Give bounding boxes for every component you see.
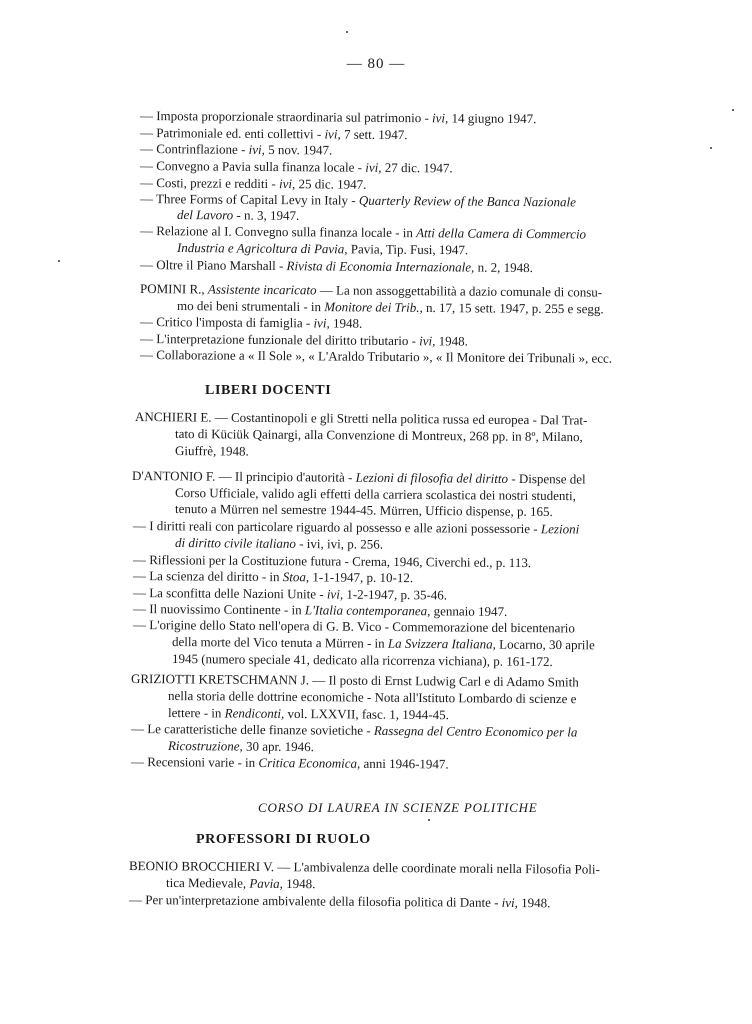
- entry-text: tica Medievale,: [165, 875, 250, 891]
- entry-line: [133, 568, 413, 586]
- entry-line: [131, 754, 449, 772]
- entry-text: 14 giugno 1947.: [448, 110, 537, 127]
- entry-text: — Patrimoniale ed. enti collettivi -: [139, 125, 325, 142]
- entry-text: GRIZIOTTI KRETSCHMANN J. — Il posto di Ernst Ludwig Carl e di Adamo Smith: [130, 671, 579, 690]
- entry-text: n. 2, 1948.: [474, 259, 533, 276]
- entry-text: — Recensioni varie - in: [130, 754, 259, 771]
- entry-line: [140, 347, 612, 367]
- entry-text: — L'interpretazione funzionale del diritto tributario -: [139, 331, 420, 349]
- entry-italic-text: di diritto civile italiano: [174, 535, 297, 551]
- entry-text: — I diritti reali con particolare riguardo al possesso e alle azioni possessorie -: [132, 518, 541, 537]
- entry-text: nella storia delle dottrine economiche - Nota all'Istituto Lombardo di scienze e: [167, 688, 577, 707]
- entry-text: - n. 3, 1947.: [233, 207, 300, 223]
- entry-line: [140, 108, 537, 127]
- entry-italic-text: ivi,: [313, 315, 330, 331]
- entry-text: — Per un'interpretazione ambivalente della filosofia politica di Dante -: [128, 892, 502, 910]
- entry-text: lettere - in: [167, 705, 225, 721]
- entry-line: [175, 426, 583, 445]
- entry-italic-text: ivi,: [431, 110, 449, 126]
- entry-line: [168, 705, 449, 723]
- entry-text: POMINI R.,: [139, 281, 208, 297]
- heading-professori-ruolo: PROFESSORI DI RUOLO: [196, 832, 371, 847]
- entry-text: Corso Ufficiale, valido agli effetti della carriera scolastica dei nostri studenti,: [174, 485, 576, 504]
- entry-text: - Dispense del: [507, 470, 586, 487]
- entry-line: [175, 443, 249, 460]
- entry-text: — L'origine dello Stato nell'opera di G. B. Vico - Commemorazione del bicentenario: [132, 617, 575, 636]
- entry-line: [140, 257, 533, 276]
- entry-text: — Costi, prezzi e redditi -: [139, 175, 280, 192]
- scan-speck: [732, 109, 734, 111]
- entry-text: — Riflessioni per la Costituzione futura - Crema, 1946, Civerchi ed., p. 113.: [132, 552, 532, 571]
- entry-text: BEONIO BROCCHIERI V. — L'ambivalenza delle coordinate morali nella Filosofia Poli-: [128, 858, 600, 877]
- entry-text: 1-2-1947, p. 35-46.: [343, 586, 448, 603]
- page-number: — 80 —: [346, 56, 406, 72]
- entry-italic-text: Critica Economica,: [258, 755, 361, 771]
- entry-italic-text: La Svizzera Italiana,: [387, 635, 496, 652]
- entry-italic-text: Industria e Agricoltura di Pavia,: [176, 240, 348, 257]
- entry-italic-text: ivi,: [365, 159, 382, 175]
- entry-text: tato di Küciük Qainargi, alla Convenzione di Montreux, 268 pp. in 8º, Milano,: [174, 426, 583, 445]
- entry-text: D'ANTONIO F. — Il principio d'autorità -: [131, 468, 356, 485]
- entry-italic-text: Atti della Camera di Commercio: [416, 225, 587, 242]
- entry-line: [168, 688, 577, 707]
- heading-corso-laurea: CORSO DI LAUREA IN SCIENZE POLITICHE: [258, 800, 538, 815]
- entry-line: [177, 240, 468, 258]
- entry-italic-text: Rivista di Economia Internazionale,: [286, 258, 475, 275]
- entry-line: [140, 141, 332, 159]
- entry-text: 1948.: [435, 333, 469, 349]
- entry-line: [140, 314, 362, 332]
- entry-italic-text: Lezioni di filosofia del diritto: [355, 469, 509, 486]
- entry-italic-text: Rendiconti,: [224, 705, 285, 721]
- entry-italic-text: ivi,: [501, 894, 519, 911]
- entry-text: tenuto a Mürren nel semestre 1944-45. Mürren, Ufficio dispense, p. 165.: [174, 501, 553, 519]
- entry-text: 5 nov. 1947.: [264, 141, 333, 158]
- entry-text: della morte del Vico tenuta a Mürren - in: [171, 634, 388, 651]
- entry-text: 1-1-1947, p. 10-12.: [309, 569, 414, 586]
- entry-italic-text: Assistente incaricato: [207, 281, 317, 298]
- entry-text: — Critico l'imposta di famiglia -: [139, 314, 314, 331]
- entry-text: Locarno, 30 aprile: [495, 636, 595, 653]
- entry-line: [172, 634, 595, 653]
- scan-speck: [428, 819, 430, 821]
- entry-italic-text: ivi,: [278, 176, 296, 192]
- entry-text: 1948.: [329, 315, 363, 331]
- entry-italic-text: del Lavoro: [176, 207, 234, 223]
- entry-text: 1945 (numero speciale 41, dedicato alla ricorrenza vichiana), p. 161-172.: [171, 651, 553, 669]
- entry-text: anni 1946-1947.: [360, 755, 449, 772]
- scan-speck: [58, 260, 60, 262]
- entry-text: — Il nuovissimo Continente - in: [132, 601, 305, 618]
- entry-text: — Relazione al I. Convegno sulla finanza locale - in: [139, 223, 417, 241]
- entry-italic-text: Stoa,: [282, 569, 310, 585]
- entry-text: — Collaborazione a « Il Sole », « L'Araldo Tributario », « Il Monitore dei Tribunali », ecc.: [139, 347, 613, 366]
- entry-text: — La sconfitta delle Nazioni Unite -: [132, 585, 327, 602]
- entry-line: [129, 892, 551, 911]
- entry-text: — La non assoggettabilità a dazio comunale di consu-: [316, 282, 603, 300]
- entry-italic-text: Pavia,: [249, 875, 284, 891]
- entry-line: [168, 738, 314, 755]
- entry-italic-text: Rassegna del Centro Economico per la: [373, 722, 578, 740]
- entry-text: — Imposta proporzionale straordinaria sul patrimonio -: [139, 108, 433, 126]
- entry-text: Pavia, Tip. Fusi, 1947.: [347, 241, 469, 258]
- entry-line: [140, 175, 367, 193]
- entry-text: — Oltre il Piano Marshall -: [139, 257, 287, 274]
- entry-italic-text: Ricostruzione,: [167, 738, 243, 754]
- entry-italic-text: ivi,: [324, 126, 341, 142]
- entry-text: ANCHIERI E. — Costantinopoli e gli Stretti nella politica russa ed europea - Dal Trat-: [134, 409, 588, 428]
- entry-text: n. 17, 15 sett. 1947, p. 255 e segg.: [422, 299, 604, 317]
- entry-italic-text: ivi,: [248, 141, 265, 157]
- entry-line: [177, 207, 299, 224]
- entry-line: [175, 535, 383, 553]
- entry-text: 1948.: [282, 875, 316, 892]
- entry-italic-text: ivi,: [419, 333, 436, 349]
- entry-text: — La scienza del diritto - in: [132, 568, 283, 585]
- entry-text: 25 dic. 1947.: [295, 176, 367, 192]
- entry-italic-text: Lezioni: [540, 521, 580, 537]
- entry-text: 30 apr. 1946.: [242, 738, 314, 755]
- entry-italic-text: Monitore dei Trib.,: [324, 299, 423, 315]
- entry-text: — Contrinflazione -: [139, 141, 249, 157]
- entry-text: - ivi, ivi, p. 256.: [295, 535, 384, 552]
- entry-text: — Three Forms of Capital Levy in Italy -: [139, 191, 359, 208]
- entry-italic-text: Quarterly Review of the Banca Nazionale: [358, 192, 576, 210]
- entry-line: [172, 651, 553, 670]
- entry-line: [140, 158, 453, 176]
- entry-text: 1948.: [517, 895, 551, 911]
- entry-text: gennaio 1947.: [430, 603, 508, 619]
- entry-text: 7 sett. 1947.: [340, 126, 408, 143]
- entry-italic-text: ivi,: [326, 586, 344, 602]
- entry-text: Giuffrè, 1948.: [174, 443, 249, 459]
- entry-text: — Le caratteristiche delle finanze sovietiche -: [130, 721, 374, 738]
- scan-speck: [346, 31, 348, 33]
- entry-text: — Convegno a Pavia sulla finanza locale -: [139, 158, 366, 175]
- heading-liberi-docenti: LIBERI DOCENTI: [205, 383, 332, 398]
- entry-text: 27 dic. 1947.: [381, 159, 453, 176]
- entry-italic-text: L'Italia contemporanea,: [304, 602, 431, 619]
- entry-text: vol. LXXVII, fasc. 1, 1944-45.: [284, 705, 449, 723]
- scan-speck: [710, 147, 712, 149]
- entry-line: [166, 875, 316, 892]
- entry-text: mo dei beni strumentali - in: [176, 298, 325, 315]
- entry-line: [175, 501, 553, 520]
